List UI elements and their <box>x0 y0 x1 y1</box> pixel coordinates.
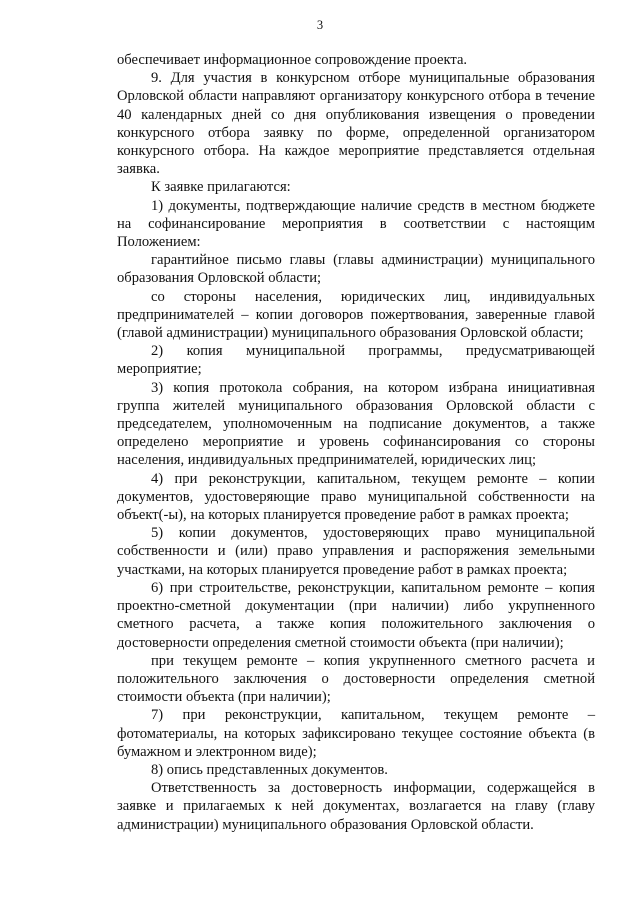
paragraph: 4) при реконструкции, капитальном, текущем ремонте – копии документов, удостоверяющие право муниципальной собственности на объект(-ы), на которых планируется проведение работ в рамках проекта; <box>117 470 595 524</box>
paragraph: 8) опись представленных документов. <box>151 761 388 778</box>
paragraph: 9. Для участия в конкурсном отборе муниципальные образования Орловской области направляют организатору конкурсного отбора в течение 40 календарных дней со дня опубликования извещения о проведении конкурсного отбора заявку по форме, определенной организатором конкурсного отбора. На каждое мероприятие представляется отдельная заявка. <box>117 70 595 178</box>
paragraph: 1) документы, подтверждающие наличие средств в местном бюджете на софинансирование мероприятия в соответствии с настоящим Положением: <box>117 197 595 251</box>
paragraph: гарантийное письмо главы (главы администрации) муниципального образования Орловской области; <box>117 252 595 287</box>
paragraph: Ответственность за достоверность информации, содержащейся в заявке и прилагаемых к ней документах, возлагается на главу (главу администрации) муниципального образования Орловской области. <box>117 780 595 833</box>
paragraph: 7) при реконструкции, капитальном, текущем ремонте – фотоматериалы, на которых зафиксировано текущее состояние объекта (в бумажном и электронном виде); <box>117 707 595 760</box>
paragraph: 6) при строительстве, реконструкции, капитальном ремонте – копия проектно-сметной документации (при наличии) либо укрупненного сметного расчета, а также копия положительного заключения о достоверности определения сметной стоимости объекта (при наличии); <box>117 579 595 651</box>
paragraph: при текущем ремонте – копия укрупненного сметного расчета и положительного заключения о достоверности определения сметной стоимости объекта (при наличии); <box>117 652 595 706</box>
paragraph: 3) копия протокола собрания, на котором избрана инициативная группа жителей муниципального образования Орловской области с председателем, уполномоченным на подписание документов, а также определено мероприятие и уровень софинансирования со стороны населения, индивидуальных предпринимателей, юридических лиц; <box>117 379 595 469</box>
paragraph: обеспечивает информационное сопровождение проекта. <box>117 52 468 68</box>
paragraph: 5) копии документов, удостоверяющих право муниципальной собственности и (или) право управления и распоряжения земельными участками, на которых планируется проведение работ в рамках проекта; <box>117 525 595 578</box>
paragraph: К заявке прилагаются: <box>151 179 291 196</box>
page-number: 3 <box>316 18 324 32</box>
paragraph: со стороны населения, юридических лиц, индивидуальных предпринимателей – копии договоров пожертвования, заверенные главой (главой администрации) муниципального образования Орловской области; <box>117 288 595 342</box>
paragraph: 2) копия муниципальной программы, предусматривающей мероприятие; <box>117 343 595 378</box>
document-body <box>117 51 595 834</box>
